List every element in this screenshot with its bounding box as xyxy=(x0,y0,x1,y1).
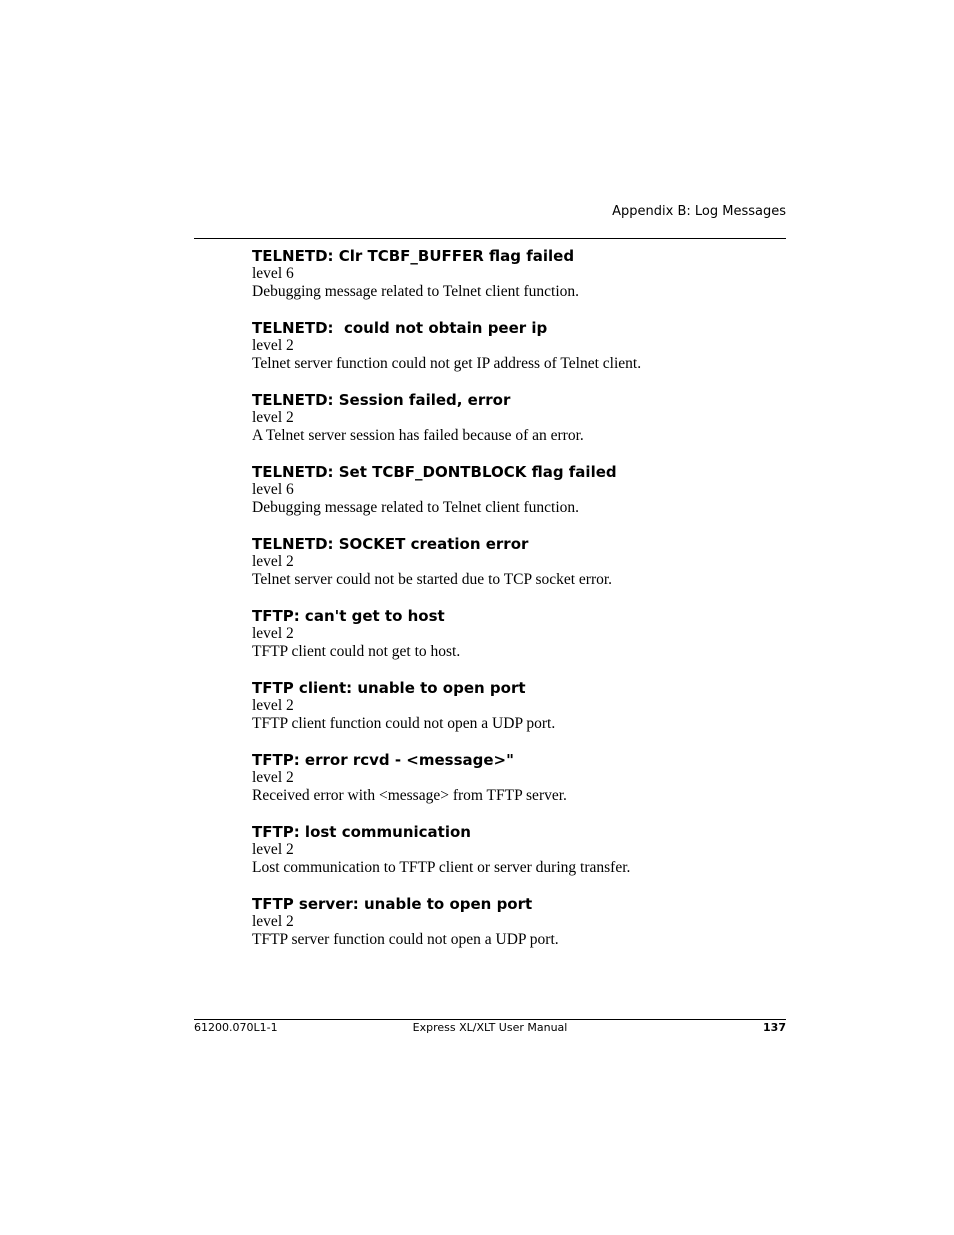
log-message-description: Received error with <message> from TFTP server. xyxy=(252,787,567,804)
log-message-title: TFTP server: unable to open port xyxy=(252,895,533,913)
log-entry xyxy=(252,821,792,893)
log-entry xyxy=(252,893,792,965)
header-rule xyxy=(194,238,786,239)
log-message-description: TFTP client function could not open a UDP port. xyxy=(252,715,556,732)
log-entry xyxy=(252,677,792,749)
log-message-level: level 2 xyxy=(252,625,294,642)
log-message-title: TELNETD: Set TCBF_DONTBLOCK flag failed xyxy=(252,463,617,481)
log-entry xyxy=(252,605,792,677)
log-message-title: TELNETD: SOCKET creation error xyxy=(252,535,529,553)
log-message-description: TFTP client could not get to host. xyxy=(252,643,461,660)
document-number: 61200.070L1-1 xyxy=(194,1021,278,1034)
log-message-level: level 2 xyxy=(252,697,294,714)
log-entry xyxy=(252,533,792,605)
log-message-title: TELNETD: Clr TCBF_BUFFER flag failed xyxy=(252,247,575,265)
log-message-title: TFTP: error rcvd - <message>" xyxy=(252,751,514,769)
log-entry xyxy=(252,317,792,389)
log-message-level: level 2 xyxy=(252,841,294,858)
log-entry xyxy=(252,389,792,461)
log-message-description: Debugging message related to Telnet client function. xyxy=(252,283,580,300)
log-message-level: level 2 xyxy=(252,769,294,786)
log-message-description: Debugging message related to Telnet client function. xyxy=(252,499,580,516)
log-message-level: level 6 xyxy=(252,481,294,498)
page-number: 137 xyxy=(763,1021,786,1034)
log-message-title: TFTP: lost communication xyxy=(252,823,471,841)
log-message-title: TELNETD: could not obtain peer ip xyxy=(252,319,548,337)
log-message-description: Telnet server function could not get IP address of Telnet client. xyxy=(252,355,642,372)
manual-title: Express XL/XLT User Manual xyxy=(412,1021,568,1034)
log-message-description: Telnet server could not be started due to TCP socket error. xyxy=(252,571,613,588)
log-message-description: A Telnet server session has failed because of an error. xyxy=(252,427,584,444)
log-message-level: level 2 xyxy=(252,913,294,930)
log-entry xyxy=(252,461,792,533)
log-message-level: level 2 xyxy=(252,337,294,354)
log-message-title: TFTP client: unable to open port xyxy=(252,679,526,697)
log-message-description: Lost communication to TFTP client or server during transfer. xyxy=(252,859,631,876)
log-message-title: TFTP: can't get to host xyxy=(252,607,445,625)
page-footer xyxy=(194,1020,786,1036)
log-message-title: TELNETD: Session failed, error xyxy=(252,391,511,409)
log-message-level: level 2 xyxy=(252,409,294,426)
page-header: Appendix B: Log Messages xyxy=(612,204,786,219)
log-message-level: level 6 xyxy=(252,265,294,282)
log-message-level: level 2 xyxy=(252,553,294,570)
log-entry xyxy=(252,245,792,317)
log-message-list xyxy=(252,245,792,965)
log-entry xyxy=(252,749,792,821)
log-message-description: TFTP server function could not open a UDP port. xyxy=(252,931,559,948)
